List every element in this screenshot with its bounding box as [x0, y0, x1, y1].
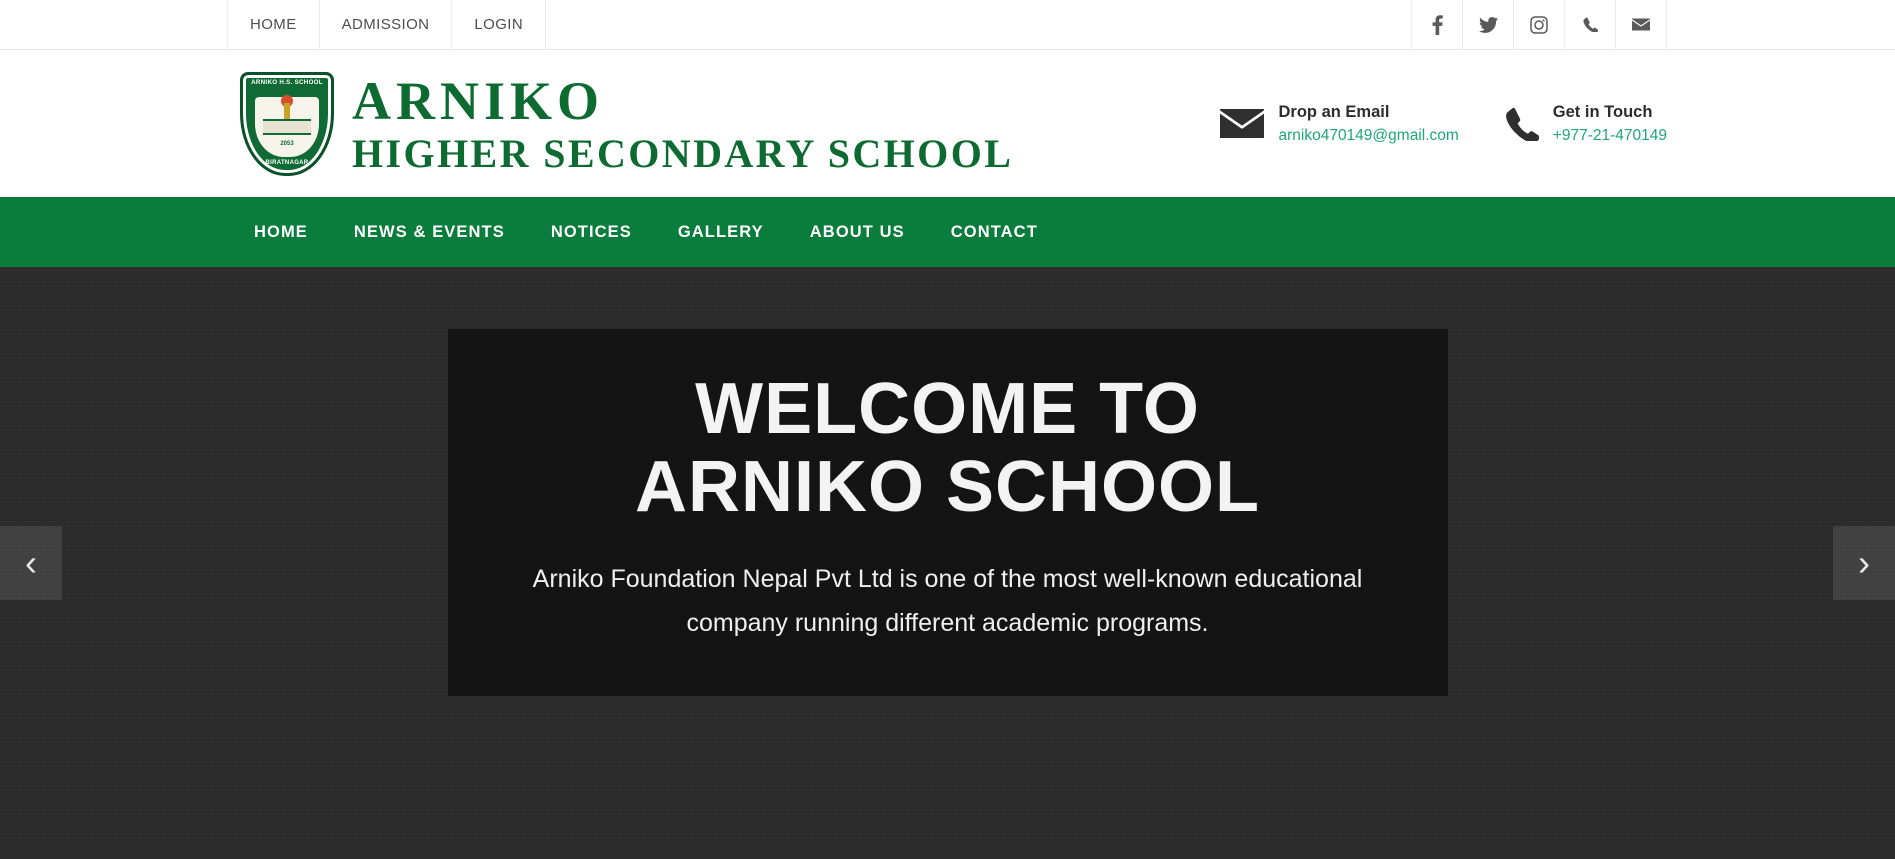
utility-top-bar [0, 0, 1895, 50]
email-icon[interactable] [1615, 0, 1667, 49]
nav-item-gallery[interactable]: GALLERY [677, 222, 764, 241]
crest-bottom-text: BIRATNAGAR [265, 159, 309, 166]
hero-title-line1: WELCOME TO [695, 369, 1200, 449]
nav-item-notices[interactable]: NOTICES [550, 222, 632, 241]
site-header [0, 50, 1895, 197]
nav-item-contact[interactable]: CONTACT [950, 222, 1038, 241]
contact-email [1220, 103, 1458, 145]
topbar-link-login[interactable]: LOGIN [451, 0, 546, 49]
logo-title-line2: HIGHER SECONDARY SCHOOL [352, 130, 1014, 176]
contact-email-title: Drop an Email [1278, 102, 1390, 121]
school-crest-icon [240, 72, 334, 176]
nav-item-news-events[interactable]: NEWS & EVENTS [353, 222, 505, 241]
header-contact-block [1220, 103, 1667, 145]
hero-caption [448, 329, 1448, 696]
hero-subtitle: Arniko Foundation Nepal Pvt Ltd is one of the most well-known educational company running different academic programs. [532, 564, 1363, 637]
contact-email-value[interactable]: arniko470149@gmail.com [1278, 126, 1459, 144]
main-navigation [0, 197, 1895, 267]
instagram-icon[interactable] [1513, 0, 1565, 49]
site-logo[interactable] [240, 72, 1013, 176]
envelope-icon [1220, 108, 1264, 139]
crest-top-text: ARNIKO H.S. SCHOOL [251, 78, 323, 86]
topbar-link-admission[interactable]: ADMISSION [319, 0, 453, 49]
hero-slider [0, 267, 1895, 859]
topbar-link-home[interactable]: HOME [227, 0, 320, 49]
utility-nav [228, 0, 546, 49]
twitter-icon[interactable] [1462, 0, 1514, 49]
telephone-icon [1505, 107, 1539, 141]
slider-next-arrow-icon[interactable]: › [1833, 526, 1895, 600]
crest-year: 2053 [280, 140, 294, 147]
nav-item-about-us[interactable]: ABOUT US [809, 222, 905, 241]
contact-phone-title: Get in Touch [1552, 102, 1653, 121]
contact-phone [1505, 103, 1667, 145]
facebook-icon[interactable] [1411, 0, 1463, 49]
contact-phone-value[interactable]: +977-21-470149 [1552, 126, 1667, 144]
slider-prev-arrow-icon[interactable]: ‹ [0, 526, 62, 600]
hero-title-line2: ARNIKO SCHOOL [635, 446, 1260, 527]
logo-title-line1: ARNIKO [352, 70, 605, 131]
nav-item-home[interactable]: HOME [254, 222, 308, 241]
phone-icon[interactable] [1564, 0, 1616, 49]
social-links [1412, 0, 1667, 49]
